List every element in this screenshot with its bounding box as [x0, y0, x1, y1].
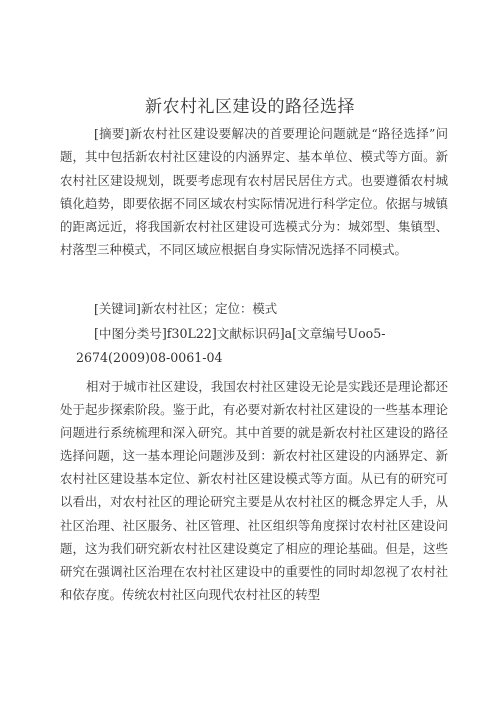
document-title: 新农村礼区建设的路径选择	[145, 97, 355, 117]
abstract-paragraph: [摘要]新农村社区建设要解决的首要理论问题就是“路径选择”问题，其中包括新农村社区建设的内涵界定、基本单位、模式等方面。新农村社区建设规划，既要考虑现有农村居民居住方式。也要遵循农村城镇化趋势，即要依据不同区域农村实际情况进行科学定位。依据与城镇的距离远近，将我国新农村社区建设可选模式分为：城郊型、集镇型、村落型三种模式，不同区域应根据自身实际情况选择不同模式。	[60, 126, 448, 258]
body-paragraph: 相对于城市社区建设，我国农村社区建设无论是实践还是理论都还处于起步探索阶段。鉴于此，有必要对新农村社区建设的一些基本理论问题进行系统梳理和深入研究。其中首要的就是新农村社区建设的路径选择问题，这一基本理论问题涉及到：新农村社区建设的内涵界定、新农村社区建设基本定位、新农村社区建设模式等方面。从已有的研究可以看出，对农村社区的理论研究主要是从农村社区的概念界定人手，从社区治理、社区服务、社区管理、社区组织等角度探讨农村社区建设问题，这为我们研究新农村社区建设奠定了相应的理论基础。但是，这些研究在强调社区治理在农村社区建设中的重要性的同时却忽视了农村社和依存度。传统农村社区向现代农村社区的转型	[60, 379, 448, 602]
classification-line: [中图分类号]f30L22]文献标识码]a[文章编号Uoo5-	[94, 326, 386, 341]
keywords-line: [关键词]新农村社区；定位：模式	[94, 301, 278, 316]
article-number-line: 2674(2009)08-0061-04	[76, 350, 223, 365]
